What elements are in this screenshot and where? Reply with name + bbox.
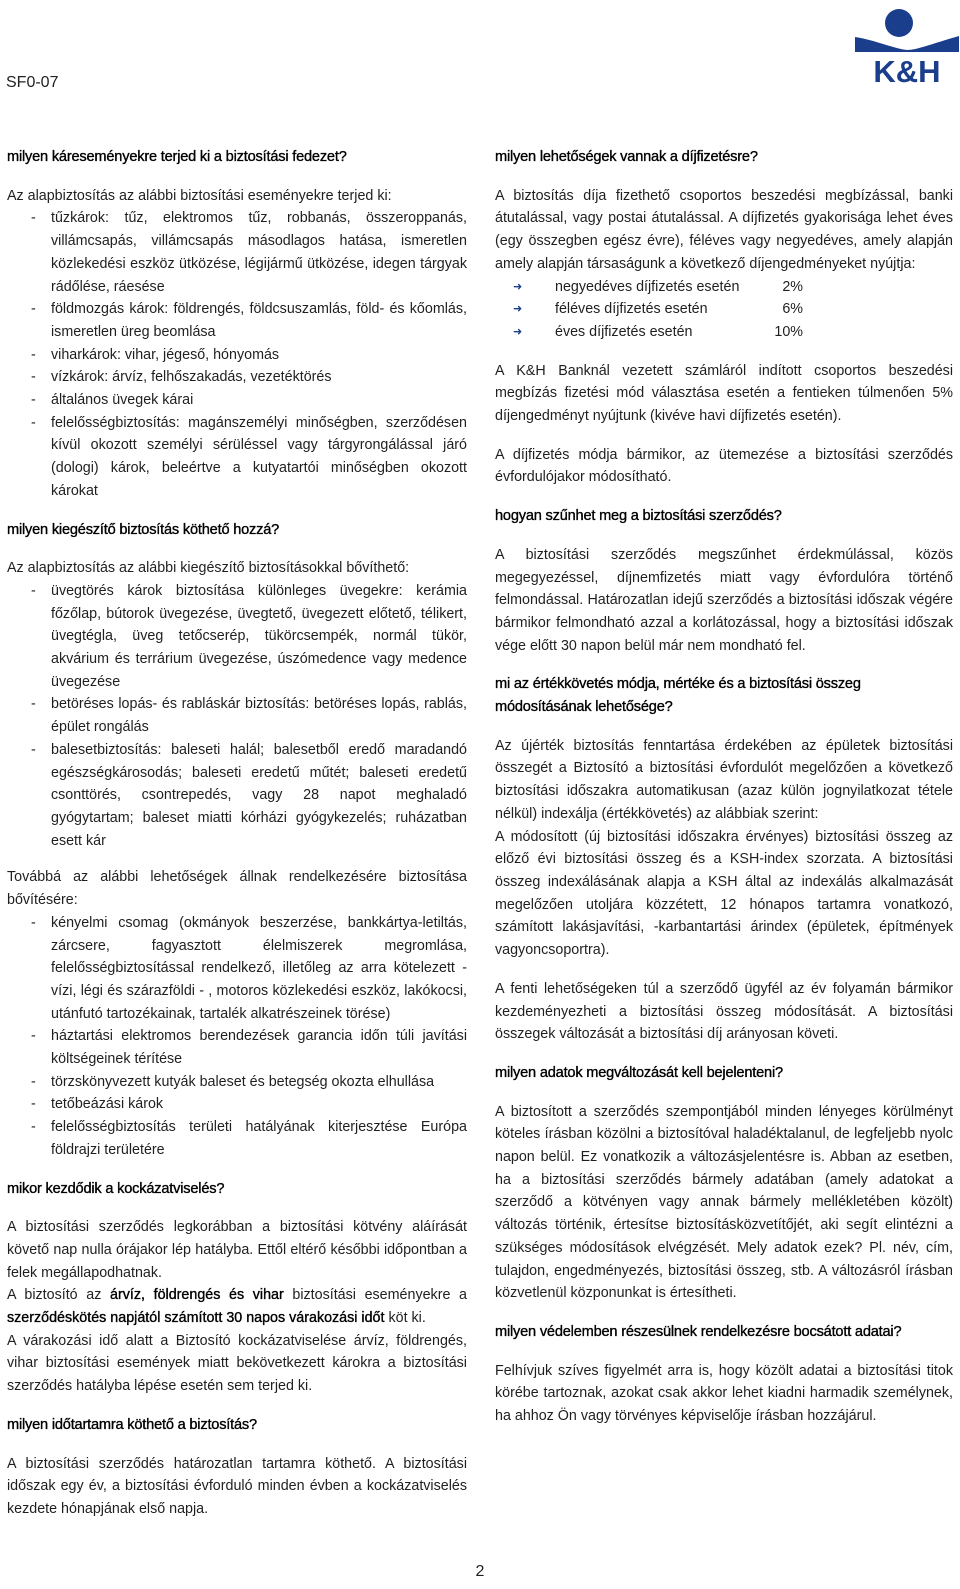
list-item: - kényelmi csomag (okmányok beszerzése, bankkártya-letiltás, zárcsere, fagyasztott élelmiszerek megromlása, felelősségbiztosítással rendelkező, illetőleg az arra kötelezett - vízi, légi és szárazföldi - , motoros közlekedési eszköz, lakókocsi, utánfutó tartozékainak, tartalék alkatrészeinek törése) (7, 912, 467, 1026)
list-item: - felelősségbiztosítás: magánszemélyi minőségben, szerződésen kívül okozott személyi sérüléssel vagy tárgyrongálással járó (dologi) károk, beleértve a kutyatartói minőségben okozott károkat (7, 412, 467, 503)
list-item: - tetőbeázási károk (7, 1093, 467, 1116)
list-item (495, 321, 953, 344)
payment-p2: A K&H Banknál vezetett számláról indított csoportos beszedési megbízás fizetési mód választása esetén a fentieken túlmenően 5% díjengedményt nyújtunk (kivéve havi díjfizetés esetén). (495, 362, 953, 425)
discount-value: 6% (782, 301, 803, 318)
indexation-p3: A fenti lehetőségeken túl a szerződő ügyfél az év folyamán bármikor kezdeményezheti a biztosítási összeg módosítását. A biztosítási összegek változását a biztosítási díj arányosan követi. (495, 980, 953, 1043)
extension-list (7, 912, 467, 1162)
discount-list (495, 276, 953, 344)
termination-p1: A biztosítási szerződés megszűnhet érdekmúlással, közös megegyezéssel, díjnemfizetés miatt vagy évfordulóra történő felmondással. Határozatlan idejű szerződés a biztosítási időszak végére bármikor felmondható azzal a korlátozással, hogy a biztosítási időszak vége előtt 30 napon belül már nem mondható fel. (495, 546, 953, 654)
list-item: - törzskönyvezett kutyák baleset és betegség okozta elhullása (7, 1071, 467, 1094)
coverage-list (7, 207, 467, 502)
coverage-intro: Az alapbiztosítás az alábbi biztosítási eseményekre terjed ki: (7, 187, 392, 204)
discount-value: 2% (782, 278, 803, 295)
arrow-icon: ➜ (513, 303, 523, 316)
duration-p1: A biztosítási szerződés határozatlan tartamra köthető. A biztosítási időszak egy év, a biztosítási évforduló minden évben a kockázatviselés kezdete hónapjának első napja. (7, 1455, 467, 1517)
list-item: - betöréses lopás- és rabláskár biztosítás: betöréses lopás, rablás, épület rongálás (7, 693, 467, 738)
list-item: - földmozgás károk: földrengés, földcsuszamlás, föld- és kőomlás, ismeretlen üreg beomlása (7, 298, 467, 343)
data-changes-p1: A biztosított a szerződés szempontjából minden lényeges körülményt köteles írásban közölni a biztosítóval haladéktalanul, de legfeljebb nyolc napon belül. Ez vonatkozik a változásjelentésre is. Abban az esetben, ha a biztosítási szerződés bármely adatában (amely adatokat a szerződő a kötvényen vagy annak bármely mellékletében közölt) változás történik, értesítse biztosításközvetítőjét, aki segít elintézni a szükséges módosítások elvégzését. Mely adatok ezek? Pl. név, cím, tulajdon, engedményezés, biztosítási összeg, stb. A változásról írásban közvetlenül közponunkat is értesítheti. (495, 1103, 953, 1302)
kh-logo-icon (855, 4, 959, 88)
data-protection-p1: Felhívjuk szíves figyelmét arra is, hogy közölt adatai a biztosítási titok körébe tartoznak, azokat csak akkor lehet kiadni harmadik személynek, ha ahhoz Ön vagy törvényes képviselője írásban hozzájárul. (495, 1362, 953, 1425)
heading-duration: milyen időtartamra köthető a biztosítás? (7, 1416, 257, 1433)
heading-termination: hogyan szűnhet meg a biztosítási szerződés? (495, 508, 782, 525)
arrow-icon: ➜ (513, 280, 523, 293)
list-item (495, 298, 953, 321)
page-number: 2 (475, 1563, 485, 1580)
heading-data-changes: milyen adatok megváltozását kell bejelenteni? (495, 1064, 783, 1081)
risk-start-p1: A biztosítási szerződés legkorábban a biztosítási kötvény aláírását követő nap nulla órájakor lép hatályba. Ettől eltérő későbbi időpontban a felek megállapodhatnak. (7, 1219, 467, 1281)
supplementary-list (7, 580, 467, 852)
risk-start-p3: A várakozási idő alatt a Biztosító kockázatviselése árvíz, földrengés, vihar biztosítási események miatt bekövetkezett károkra a biztosítási szerződés hatályba lépése esetén sem terjed ki. (7, 1332, 467, 1395)
list-item: - tűzkárok: tűz, elektromos tűz, robbanás, összeroppanás, villámcsapás, villámcsapás másodlagos hatása, ismeretlen közlekedési eszköz ütközése, légijármű ütközése, idegen tárgyak rádőlése, ráesése (7, 207, 467, 298)
heading-data-protection: milyen védelemben részesülnek rendelkezésre bocsátott adatai? (495, 1323, 902, 1340)
discount-label: féléves díjfizetés esetén (555, 301, 708, 318)
text-span: A biztosító az (7, 1287, 111, 1304)
payment-p1: A biztosítás díja fizethető csoportos beszedési megbízással, banki átutalással, vagy postai átutalással. A díjfizetés gyakorisága lehet éves (egy összegben egész évre), féléves vagy negyedéves, amely alapján amely alapján társaságunk a következő díjengedményeket nyújtja: (495, 187, 953, 272)
list-item (495, 276, 953, 299)
extension-intro: Továbbá az alábbi lehetőségek állnak rendelkezésére biztosítása bővítésére: (7, 869, 467, 909)
list-item: - viharkárok: vihar, jégeső, hónyomás (7, 344, 467, 367)
logo-text: K&H (873, 54, 941, 88)
arrow-icon: ➜ (513, 325, 523, 338)
supplementary-intro: Az alapbiztosítás az alábbi kiegészítő biztosításokkal bővíthető: (7, 560, 410, 577)
heading-payment: milyen lehetőségek vannak a díjfizetésre? (495, 149, 758, 165)
emphasis-text: árvíz, földrengés és vihar (110, 1287, 284, 1304)
payment-p3: A díjfizetés módja bármikor, az ütemezése a biztosítási szerződés évfordulójakor módosítható. (495, 446, 953, 486)
discount-label: negyedéves díjfizetés esetén (555, 278, 740, 295)
heading-coverage: milyen káreseményekre terjed ki a biztosítási fedezet? (7, 149, 347, 165)
document-id: SF0-07 (6, 74, 59, 91)
right-column (495, 146, 953, 1428)
list-item: - vízkárok: árvíz, felhőszakadás, vezetéktörés (7, 366, 467, 389)
list-item: - üvegtörés károk biztosítása különleges üvegekre: kerámia főzőlap, bútorok üvegezése, üvegtető, üvegezett előtető, télikert, üvegtégla, üveg tetőcserép, tükörcsempék, normál tükör, akvárium és terrárium üvegezése, úszómedence vagy medence üvegezése (7, 580, 467, 694)
list-item: - balesetbiztosítás: baleseti halál; balesetből eredő maradandó egészségkárosodás; baleseti eredetű műtét; baleseti eredetű csonttörés, csontrepedés, vagy 28 napot meghaladó gyógytartam; baleset miatti kórházi gyógykezelés; ruházatban esett kár (7, 739, 467, 853)
left-column (7, 146, 467, 1521)
text-span: biztosítási eseményekre a (283, 1287, 467, 1304)
indexation-p2: A módosított (új biztosítási időszakra érvényes) biztosítási összeg az előző évi biztosítási összeg és a KSH-index szorzata. A biztosítási összeg indexálásának alapja a KSH által az indexálás alkalmazását megelőzően utoljára közzétett, 12 hónapos tartamra vonatkozó, számított lakásjavítási, -karbantartási árindex (épületek, építmények vagyoncsoportra). (495, 828, 953, 959)
heading-indexation: mi az értékkövetés módja, mértéke és a biztosítási összeg módosításának lehetősége? (495, 676, 861, 716)
heading-supplementary: milyen kiegészítő biztosítás köthető hozzá? (7, 521, 280, 538)
risk-start-p2 (7, 1284, 467, 1329)
text-span: köt ki. (384, 1310, 426, 1327)
heading-risk-start: mikor kezdődik a kockázatviselés? (7, 1180, 225, 1197)
discount-label: éves díjfizetés esetén (555, 323, 693, 340)
kh-logo (855, 4, 959, 88)
list-item: - általános üvegek kárai (7, 389, 467, 412)
emphasis-text: szerződéskötés napjától számított 30 napos várakozási időt (7, 1310, 385, 1327)
indexation-p1: Az újérték biztosítás fenntartása érdekében az épületek biztosítási összegét a Biztosító a biztosítási évfordulót megelőzően a következő biztosítási időszakra automatikusan (azaz külön jognyilatkozat tétele nélkül) indexálja (értékkövetés) az alábbiak szerint: (495, 737, 953, 822)
list-item: - háztartási elektromos berendezések garancia időn túli javítási költségeinek térítése (7, 1025, 467, 1070)
discount-value: 10% (774, 323, 803, 340)
list-item: - felelősségbiztosítás területi hatályának kiterjesztése Európa földrajzi területére (7, 1116, 467, 1161)
